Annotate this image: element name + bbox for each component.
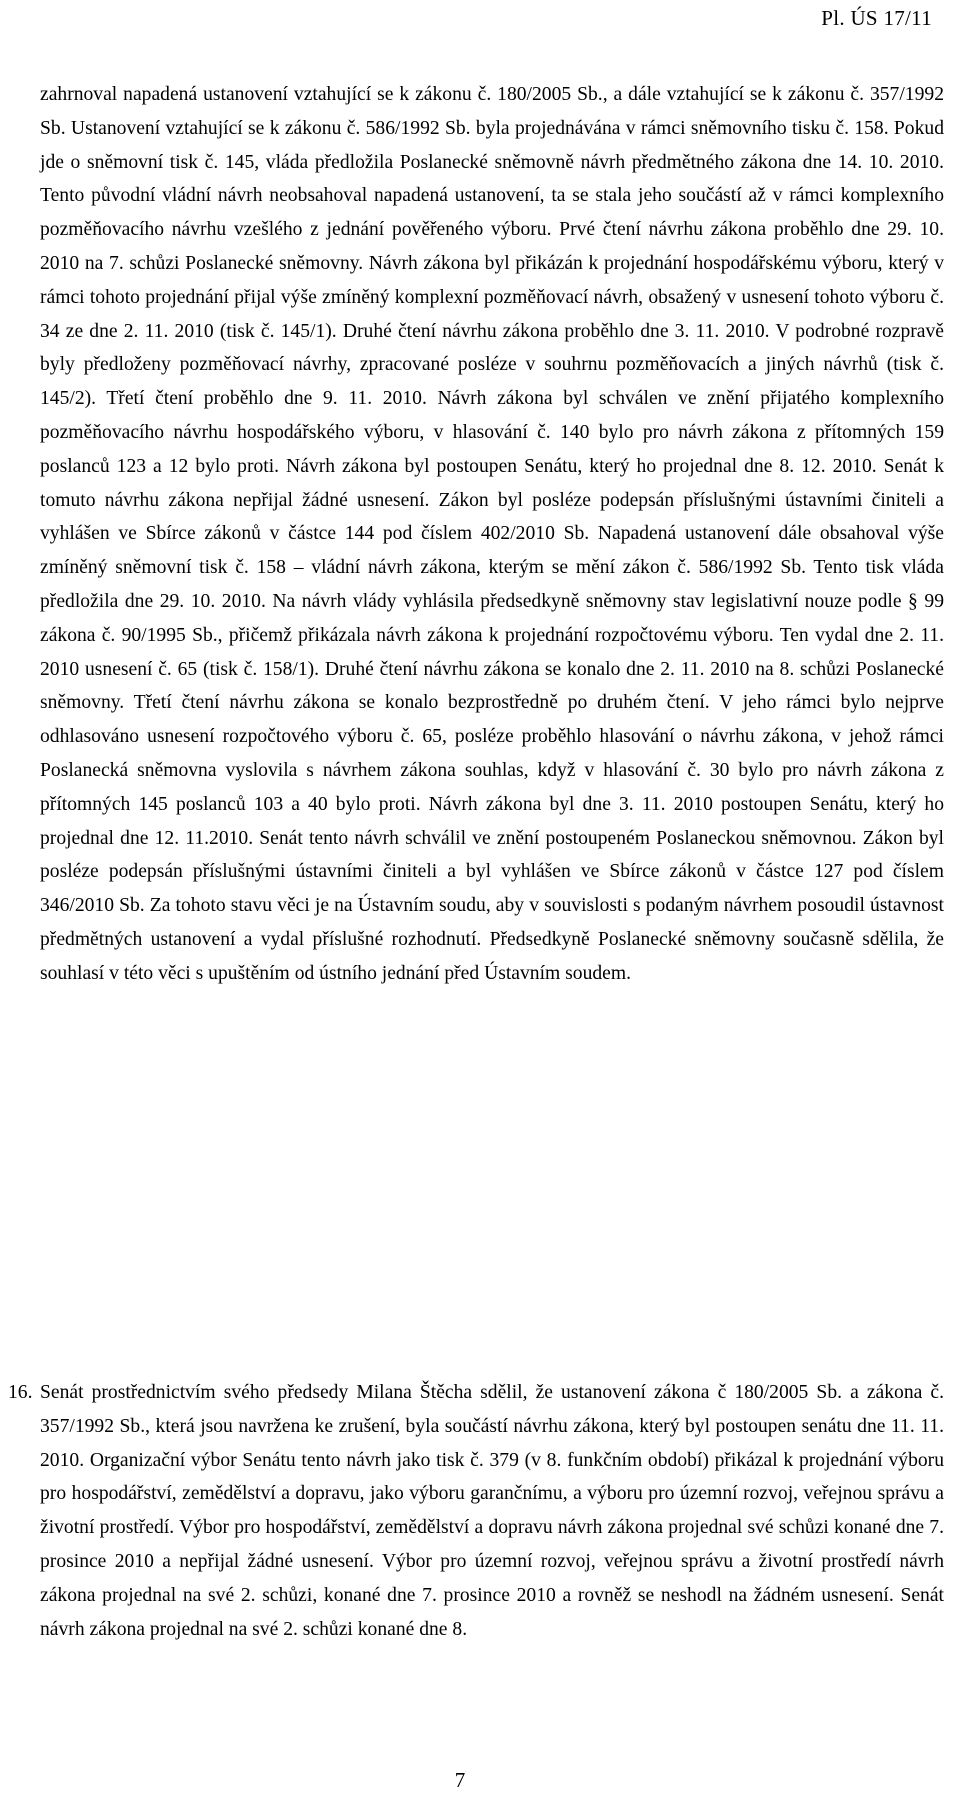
page-number: 7 (454, 1768, 466, 1792)
paragraph-continuation: zahrnoval napadená ustanovení vztahující se k zákonu č. 180/2005 Sb., a dále vztahující se k zákonu č. 357/1992 Sb. Ustanovení vztahující se k zákonu č. 586/1992 Sb. byla projednávána v rámci sněmovního tisku č. 158. Pokud jde o sněmovní tisk č. 145, vláda předložila Poslanecké sněmovně návrh předmětného zákona dne 14. 10. 2010. Tento původní vládní návrh neobsahoval napadená ustanovení, ta se stala jeho součástí až v rámci komplexního pozměňovacího návrhu vzešlého z jednání pověřeného výboru. Prvé čtení návrhu zákona proběhlo dne 29. 10. 2010 na 7. schůzi Poslanecké sněmovny. Návrh zákona byl přikázán k projednání hospodářskému výboru, který v rámci tohoto projednání přijal výše zmíněný komplexní pozměňovací návrh, obsažený v usnesení tohoto výboru č. 34 ze dne 2. 11. 2010 (tisk č. 145/1). Druhé čtení návrhu zákona proběhlo dne 3. 11. 2010. V podrobné rozpravě byly předloženy pozměňovací návrhy, zpracované posléze v souhrnu pozměňovacích a jiných návrhů (tisk č. 145/2). Třetí čtení proběhlo dne 9. 11. 2010. Návrh zákona byl schválen ve znění přijatého komplexního pozměňovacího návrhu hospodářského výboru, v hlasování č. 140 bylo pro návrh zákona z přítomných 159 poslanců 123 a 12 bylo proti. Návrh zákona byl postoupen Senátu, který ho projednal dne 8. 12. 2010. Senát k tomuto návrhu zákona nepřijal žádné usnesení. Zákon byl posléze podepsán příslušnými ústavními činiteli a vyhlášen ve Sbírce zákonů v částce 144 pod číslem 402/2010 Sb. Napadená ustanovení dále obsahoval výše zmíněný sněmovní tisk č. 158 – vládní návrh zákona, kterým se mění zákon č. 586/1992 Sb. Tento tisk vláda předložila dne 29. 10. 2010. Na návrh vlády vyhlásila předsedkyně sněmovny stav legislativní nouze podle § 99 zákona č. 90/1995 Sb., přičemž přikázala návrh zákona k projednání rozpočtovému výboru. Ten vydal dne 2. 11. 2010 usnesení č. 65 (tisk č. 158/1). Druhé čtení návrhu zákona se konalo dne 2. 11. 2010 na 8. schůzi Poslanecké sněmovny. Třetí čtení návrhu zákona se konalo bezprostředně po druhém čtení. V jeho rámci bylo nejprve odhlasováno usnesení rozpočtového výboru č. 65, posléze proběhlo hlasování o návrhu zákona, v jehož rámci Poslanecká sněmovna vyslovila s návrhem zákona souhlas, když v hlasování č. 30 bylo pro návrh zákona z přítomných 145 poslanců 103 a 40 bylo proti. Návrh zákona byl dne 3. 11. 2010 postoupen Senátu, který ho projednal dne 12. 11.2010. Senát tento návrh schválil ve znění postoupeném Poslaneckou sněmovnou. Zákon byl posléze podepsán příslušnými ústavními činiteli a byl vyhlášen ve Sbírce zákonů v částce 127 pod číslem 346/2010 Sb. Za tohoto stavu věci je na Ústavním soudu, aby v souvislosti s podaným návrhem posoudil ústavnost předmětných ustanovení a vydal příslušné rozhodnutí. Předsedkyně Poslanecké sněmovny současně sdělila, že souhlasí v této věci s upuštěním od ústního jednání před Ústavním soudem. (40, 84, 944, 984)
paragraph-number: 16. (8, 1382, 33, 1403)
paragraph-16-text: Senát prostřednictvím svého předsedy Milana Štěcha sdělil, že ustanovení zákona č 180/2005 Sb. a zákona č. 357/1992 Sb., která jsou navržena ke zrušení, byla součástí návrhu zákona, který byl postoupen senátu dne 11. 11. 2010. Organizační výbor Senátu tento návrh jako tisk č. 379 (v 8. funkčním období) přikázal k projednání výboru pro hospodářství, zemědělství a dopravu, jako výboru garančnímu, a výboru pro územní rozvoj, veřejnou správu a životní prostředí. Výbor pro hospodářství, zemědělství a dopravu návrh zákona projednal své schůzi konané dne 7. prosince 2010 a nepřijal žádné usnesení. Výbor pro územní rozvoj, veřejnou správu a životní prostředí návrh zákona projednal na své 2. schůzi, konané dne 7. prosince 2010 a rovněž se neshodl na žádném usnesení. Senát návrh zákona projednal na své 2. schůzi konané dne 8. (40, 1382, 944, 1640)
document-reference-header: Pl. ÚS 17/11 (821, 6, 932, 30)
